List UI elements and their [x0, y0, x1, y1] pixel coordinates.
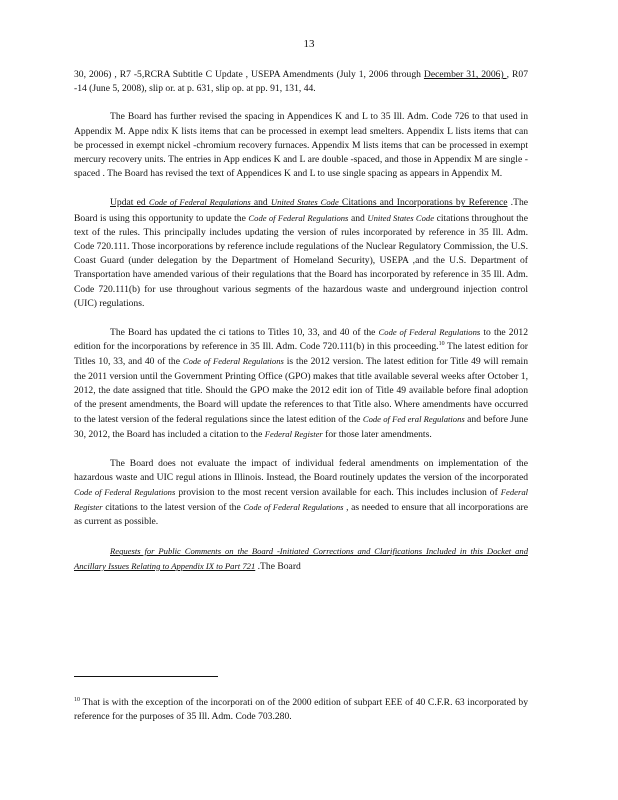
paragraph-updated-citations: Updat ed Code of Federal Regulations and United States Code Citations and Incorporations by Reference .The Board is using this opportunity to update the Code of Federal Regulations and United States Code citations throughout the text of the rules. This principally includes updating the version of rules incorporated by reference in 35 Ill. Adm. Code 720.111. Those incorporations by reference include regulations of the Nuclear Regulatory Commission, the U.S. Coast Guard (under delegation by the Department of Homeland Security), USEPA ,and the U.S. Department of Transportation have amended various of their regulations that the Board has incorporated by reference in 35 Ill. Adm. Code 720.111(b) for use throughout various segments of the hazardous waste and underground injection control (UIC) regulations. [74, 197, 528, 309]
paragraph-citation-continuation: 30, 2006) , R7 -5,RCRA Subtitle C Update , USEPA Amendments (July 1, 2006 through December 31, 2006) , R07 -14 (June 5, 2008), slip or. at p. 631, slip op. at pp. 91, 131, 44. [74, 69, 528, 95]
section-heading-requests: Requests for Public Comments on the Board -Initiated Corrections and Clarifications Included in this Docket and Ancillary Issues Relating to Appendix IX to Part 721 [74, 545, 528, 571]
footnote-number: 10 [74, 697, 80, 703]
underlined-date-range: December 31, 2006) [423, 69, 507, 80]
page-number: 13 [303, 38, 315, 50]
paragraph-board-evaluation: The Board does not evaluate the impact of individual federal amendments on implementation of the hazardous waste and UIC regul ations in Illinois. Instead, the Board routinely updates the version of the incorporated Code of Federal Regulations provision to the most recent version available for each. This includes inclusion of Federal Register citations to the latest version of the Code of Federal Regulations , as needed to ensure that all incorporations are as current as possible. [74, 457, 529, 528]
section-heading-citations: Updat ed Code of Federal Regulations and United States Code Citations and Incorporations by Reference [110, 197, 508, 209]
document-body [74, 68, 528, 588]
paragraph-appendix-spacing: The Board has further revised the spacing in Appendices K and L to 35 Ill. Adm. Code 726 to that used in Appendix M. Appe ndix K lists items that can be processed in exempt lead smelters. Appendix L lists items that can be processed in exempt nickel -chromium recovery furnaces. Appendix M lists items that can be processed in exempt mercury recovery units. The entries in App endices K and L are double -spaced, and those in Appendix M are single -spaced . The Board has revised the text of Appendices K and L to use single spacing as appears in Appendix M. [74, 111, 528, 180]
footnote-reference: 10 [438, 341, 445, 348]
paragraph-requests-comments: Requests for Public Comments on the Board -Initiated Corrections and Clarifications Included in this Docket and Ancillary Issues Relating to Appendix IX to Part 721 .The Board [74, 545, 528, 572]
footnote: $^{10}$ That is with the exception of the incorporati on of the 2000 edition of subpart EEE of 40 C.F.R. 63 incorporated by reference for the purposes of 35 Ill. Adm. Code 703.280. [74, 697, 528, 722]
paragraph-cfr-editions: The Board has updated the ci tations to Titles 10, 33, and 40 of the Code of Federal Regulations to the 2012 edition for the incorporations by reference in 35 Ill. Adm. Code 720.111(b) in this proceeding.$^{10}$ The latest edition for Titles 10, 33, and 40 of the Code of Federal Regulations is the 2012 version. The latest edition for Title 49 will remain the 2011 version until the Government Printing Office (GPO) makes that title available several weeks after October 1, 2012, the date assigned that title. Should the GPO make the 2012 edit ion of Title 49 available before final adoption of the present amendments, the Board will update the references to that Title also. Where amendments have occurred to the latest version of the federal regulations since the latest edition of the Code of Fed eral Regulations and before June 30, 2012, the Board has included a citation to the Federal Register for those later amendments. [74, 327, 529, 441]
footnote-divider [74, 676, 218, 677]
